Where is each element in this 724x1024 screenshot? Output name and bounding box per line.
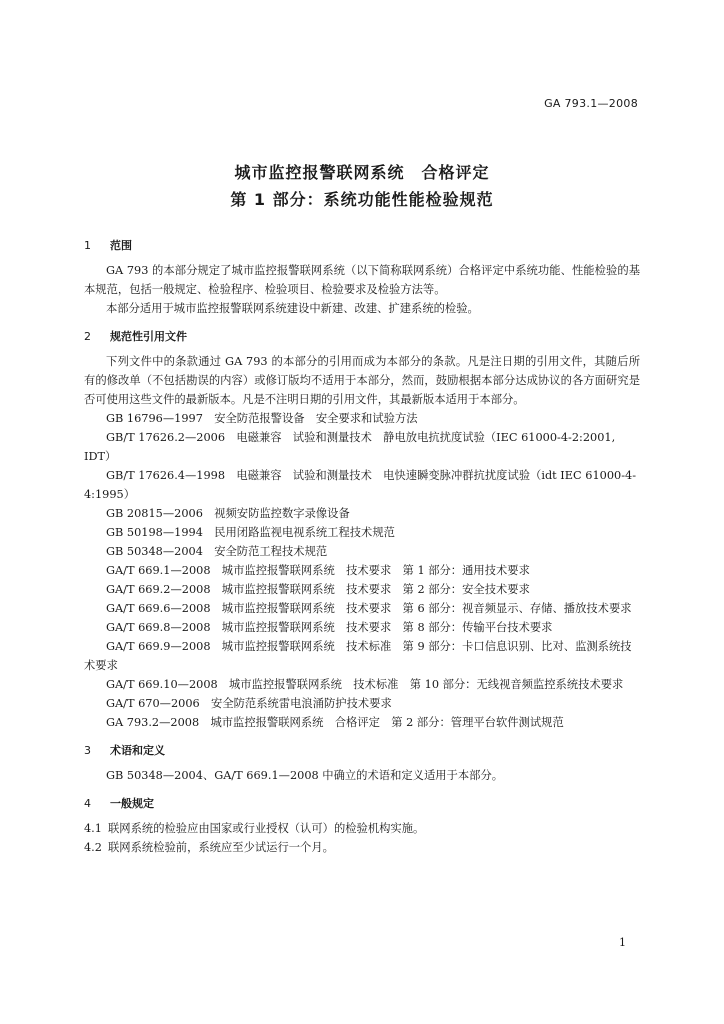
clause-text: 联网系统检验前，系统应至少试运行一个月。 <box>108 841 334 854</box>
reference-item: GA/T 669.9—2008 城市监控报警联网系统 技术标准 第 9 部分：卡口信息识别、比对、监测系统技术要求 <box>84 640 632 672</box>
standard-number: GA 793.1—2008 <box>544 97 638 110</box>
paragraph: 下列文件中的条款通过 GA 793 的本部分的引用而成为本部分的条款。凡是注日期的引用文件，其随后所有的修改单（不包括勘误的内容）或修订版均不适用于本部分，然而，鼓励根据本部分达成协议的各方面研究是否可使用这些文件的最新版本。凡是不注明日期的引用文件，其最新版本适用于本部分。 <box>84 355 640 406</box>
page-number: 1 <box>619 936 626 949</box>
paragraph: GB 50348—2004、GA/T 669.1—2008 中确立的术语和定义适用于本部分。 <box>106 769 504 782</box>
reference-item: GB 20815—2006 视频安防监控数字录像设备 <box>106 507 350 520</box>
reference-item: GA/T 670—2006 安全防范系统雷电浪涌防护技术要求 <box>106 697 392 710</box>
section-title: 一般规定 <box>110 797 154 810</box>
clause-item <box>84 819 640 838</box>
section-heading-scope <box>84 236 640 255</box>
clause-number: 4.1 <box>84 822 102 835</box>
section-title: 规范性引用文件 <box>110 330 187 343</box>
section-title: 术语和定义 <box>110 744 165 757</box>
reference-item: GA/T 669.2—2008 城市监控报警联网系统 技术要求 第 2 部分：安全技术要求 <box>106 583 530 596</box>
reference-item: GA/T 669.10—2008 城市监控报警联网系统 技术标准 第 10 部分：无线视音频监控系统技术要求 <box>106 678 624 691</box>
section-heading-general-provisions <box>84 794 640 813</box>
section-heading-normative-references <box>84 327 640 346</box>
section-number: 3 <box>84 744 91 757</box>
reference-item: GB 50348—2004 安全防范工程技术规范 <box>106 545 328 558</box>
section-number: 1 <box>84 239 91 252</box>
clause-number: 4.2 <box>84 841 102 854</box>
reference-item: GA/T 669.8—2008 城市监控报警联网系统 技术要求 第 8 部分：传输平台技术要求 <box>106 621 553 634</box>
reference-item: GB/T 17626.2—2006 电磁兼容 试验和测量技术 静电放电抗扰度试验（IEC 61000-4-2:2001, IDT） <box>84 431 616 463</box>
document-title-line-2: 第 1 部分：系统功能性能检验规范 <box>230 190 494 209</box>
paragraph: 本部分适用于城市监控报警联网系统建设中新建、改建、扩建系统的检验。 <box>106 302 479 315</box>
reference-item: GB 16796—1997 安全防范报警设备 安全要求和试验方法 <box>106 412 418 425</box>
reference-item: GA/T 669.1—2008 城市监控报警联网系统 技术要求 第 1 部分：通用技术要求 <box>106 564 530 577</box>
section-number: 4 <box>84 797 91 810</box>
clause-text: 联网系统的检验应由国家或行业授权（认可）的检验机构实施。 <box>108 822 425 835</box>
document-body <box>84 236 640 857</box>
paragraph: GA 793 的本部分规定了城市监控报警联网系统（以下简称联网系统）合格评定中系统功能、性能检验的基本规范，包括一般规定、检验程序、检验项目、检验要求及检验方法等。 <box>84 264 640 296</box>
section-heading-terms <box>84 741 640 760</box>
reference-item: GA 793.2—2008 城市监控报警联网系统 合格评定 第 2 部分：管理平台软件测试规范 <box>106 716 564 729</box>
clause-item <box>84 838 640 857</box>
reference-item: GA/T 669.6—2008 城市监控报警联网系统 技术要求 第 6 部分：视音频显示、存储、播放技术要求 <box>106 602 632 615</box>
reference-item: GB 50198—1994 民用闭路监视电视系统工程技术规范 <box>106 526 395 539</box>
section-number: 2 <box>84 330 91 343</box>
reference-item: GB/T 17626.4—1998 电磁兼容 试验和测量技术 电快速瞬变脉冲群抗扰度试验（idt IEC 61000-4-4:1995） <box>84 469 637 501</box>
document-title-line-1: 城市监控报警联网系统 合格评定 <box>234 163 490 182</box>
section-title: 范围 <box>110 239 132 252</box>
